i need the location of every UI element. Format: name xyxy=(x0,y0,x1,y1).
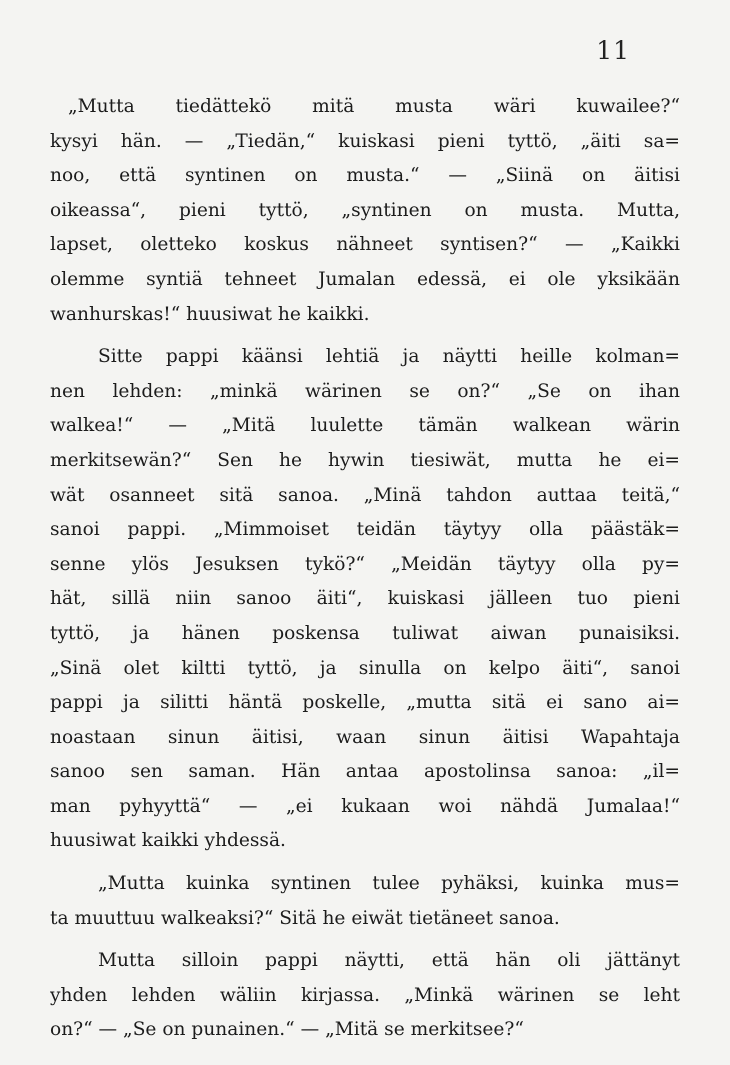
text-line: wät osanneet sitä sanoa. „Minä tahdon auttaa teitä,“ xyxy=(50,484,680,506)
text-line: walkea!“ — „Mitä luulette tämän walkean wärin xyxy=(50,415,680,437)
text-line: „Sinä olet kiltti tyttö, ja sinulla on kelpo äiti“, sanoi xyxy=(50,657,680,679)
text-line: hät, sillä niin sanoo äiti“, kuiskasi jälleen tuo pieni xyxy=(50,588,680,610)
paragraph-gap xyxy=(50,936,680,944)
paragraph-3 xyxy=(50,867,680,936)
text-line: Sitte pappi käänsi lehtiä ja näytti heille kolman= xyxy=(98,346,680,368)
text-line: oikeassa“, pieni tyttö, „syntinen on musta. Mutta, xyxy=(50,199,680,221)
paragraph-gap xyxy=(50,332,680,340)
text-line: lapset, oletteko koskus nähneet syntisen?“ — „Kaikki xyxy=(50,234,680,256)
text-line: on?“ — „Se on punainen.“ — „Mitä se merkitsee?“ xyxy=(50,1019,524,1041)
text-line: huusiwat kaikki yhdessä. xyxy=(50,830,286,852)
text-line: „Mutta kuinka syntinen tulee pyhäksi, kuinka mus= xyxy=(98,873,680,895)
text-line: Mutta silloin pappi näytti, että hän oli jättänyt xyxy=(98,950,680,972)
paragraph-1 xyxy=(50,90,680,332)
text-line: yhden lehden wäliin kirjassa. „Minkä wärinen se leht xyxy=(50,984,680,1006)
paragraph-gap xyxy=(50,859,680,867)
text-line: sanoo sen saman. Hän antaa apostolinsa sanoa: „il= xyxy=(50,761,680,783)
text-line: tyttö, ja hänen poskensa tuliwat aiwan punaisiksi. xyxy=(50,622,680,644)
text-line: sanoi pappi. „Mimmoiset teidän täytyy olla päästäk= xyxy=(50,519,680,541)
text-line: ta muuttuu walkeaksi?“ Sitä he eiwät tietäneet sanoa. xyxy=(50,907,560,929)
text-line: noastaan sinun äitisi, waan sinun äitisi Wapahtaja xyxy=(50,726,680,748)
body-text xyxy=(50,90,680,1048)
paragraph-2 xyxy=(50,340,680,859)
text-line: olemme syntiä tehneet Jumalan edessä, ei ole yksikään xyxy=(50,268,680,290)
text-line: „Mutta tiedättekö mitä musta wäri kuwailee?“ xyxy=(68,96,680,117)
text-line: nen lehden: „minkä wärinen se on?“ „Se on ihan xyxy=(50,380,680,402)
text-line: noo, että syntinen on musta.“ — „Siinä on äitisi xyxy=(50,165,680,187)
text-line: wanhurskas!“ huusiwat he kaikki. xyxy=(50,303,370,325)
paragraph-4 xyxy=(50,944,680,1048)
text-line: pappi ja silitti häntä poskelle, „mutta sitä ei sano ai= xyxy=(50,692,680,714)
page-number: 11 xyxy=(596,36,630,65)
text-line: senne ylös Jesuksen tykö?“ „Meidän täytyy olla py= xyxy=(50,553,680,575)
text-line: merkitsewän?“ Sen he hywin tiesiwät, mutta he ei= xyxy=(50,449,680,471)
text-line: man pyhyyttä“ — „ei kukaan woi nähdä Jumalaa!“ xyxy=(50,795,680,817)
text-line: kysyi hän. — „Tiedän,“ kuiskasi pieni tyttö, „äiti sa= xyxy=(50,130,680,152)
